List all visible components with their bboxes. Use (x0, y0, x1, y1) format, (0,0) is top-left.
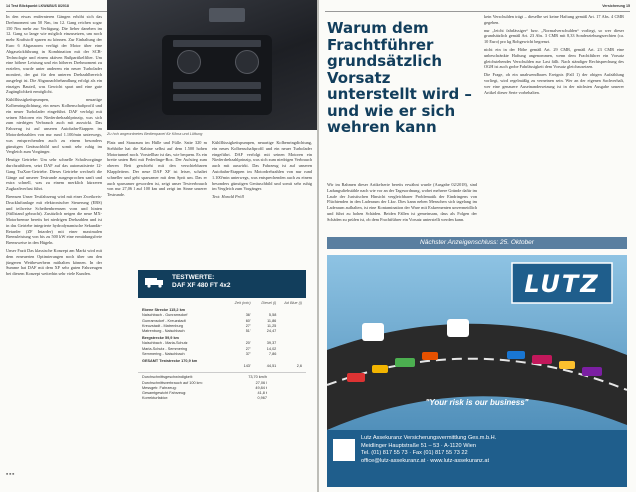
summary-value: 27,06 l (255, 380, 267, 385)
table-cell: Naischbach - Gunramsdorf (142, 313, 188, 318)
test-sections (142, 308, 302, 369)
bullet-paragraph: kein Verschulden trägt – dieselbe sei keine Haftung gemäß Art. 17 Abs. 4 CMR gegeben. (484, 14, 624, 25)
table-cell: 20' (245, 341, 251, 346)
table-header-row (142, 301, 302, 306)
control-panel (162, 35, 272, 115)
table-cell: 36' (245, 313, 251, 318)
table-cell: 44,51 (266, 364, 277, 369)
column-header: Zeit (min) (234, 301, 251, 305)
page-footer-icons: ■ ■ ■ (6, 472, 15, 476)
table-cell: Matrenburg - Naischbach (142, 329, 185, 334)
climate-knob-icon (235, 50, 259, 74)
table-cell: 11,86 (267, 318, 277, 323)
running-head: Versicherung 15 (602, 4, 630, 8)
table-cell: 51' (245, 329, 251, 334)
table-cell: 27' (245, 346, 251, 351)
summary-value: 73,70 km/h (248, 375, 267, 380)
paragraph: Platz und Stauraum im Hülle und Fülle. Satte 320 m Stehhöhe hat die Kabine selbst auf dem 1.500 hohen Motortunnel noch. Vorstellbar ist das, wie bequem. Es ein breite unten Bett mit Federlinge-Box. Der Aufstieg zum oberen Bett geschieht mit den verschiebbaren Klappleitern. Der neue DAF XF ist leiser, schaltet schneller und geht sparsamer mit dem Sprit um. Das er auch sparsamer geworden ist, zeigt unser Testverbrauch von nur 27,06 l auf 100 km und zeigt im Sinne unserer Testrunde. (107, 140, 207, 198)
table-cell: 60' (245, 318, 251, 323)
ad-phone: Tel. (01) 817 55 73 · Fax (01) 817 55 73 22 (361, 450, 468, 456)
summary-value: 49,84 t (255, 385, 267, 390)
summary-value: 0,967 (257, 396, 267, 401)
paragraph: Die Frage, ob ein unabwendbares Ereignis (Fall 1) der obigen Aufzählung vorliegt, wird regelmäßig zu verneinen sein. Wer an der eigenen Sachverhalt, wer eine genauere Auseinandersetzung ist in der nächsten Ausgabe unserer Artikel dieser Serie vorbehalten. (484, 72, 624, 95)
ad-address: Meidlinger Hauptstraße 51 – 53 · A-1120 Wien (361, 442, 476, 449)
paragraph: Bremsen Unser Testfahrzeug wird mit einer Zweikreis-Druckluftanlage mit elektronischer Steuerung (EBS) und teilweise Scheibenbremsen vorn und hinten (Stillstand gebracht). Zusätzlich neigen die neue MX-Motorbremse bereits bei niedrigen Drehzahlen und ist in das Getriebe integrierte hydrodynamische Sekundär-Retarder (ZF Intarder) mit einer maximalen Bremsleistung von bis zu 500 kW eine ermüdungsfreie Bremsweise in den Hügeln. (6, 193, 102, 246)
table-cell (276, 329, 302, 334)
article-column-3 (212, 140, 312, 230)
column-header: Ad Blue (l) (284, 301, 302, 305)
ad-company: Lutz Assekuranz Versicherungsvermittlung Ges.m.b.H. (361, 435, 497, 441)
button-row (173, 40, 261, 47)
lutz-advertisement (327, 255, 627, 487)
table-cell: Kreuzstadt - Matrenburg (142, 323, 183, 328)
test-results-title: TESTWERTE: (172, 274, 215, 281)
article-headline: Warum dem Frachtführer grundsätzlich Vorsatz unterstellt wird – und wie er sich wehren kann (327, 19, 472, 136)
photo-caption: Zu hoh angeordnetes Bedienpanel für Klima und Lüftung (107, 132, 203, 136)
test-summary (138, 372, 306, 403)
button-row (173, 94, 261, 101)
truck-insurance-icon (362, 323, 384, 341)
table-cell (276, 352, 302, 357)
table-section-heading: Ebene Strecke 115,2 km (142, 308, 186, 313)
running-head: 14 Test Blickpunkt LKW&BUS 8/2018 (6, 4, 69, 8)
article-column-right (484, 14, 624, 232)
table-cell (142, 364, 225, 369)
table-cell: 39,37 (266, 341, 277, 346)
table-cell: 7,86 (268, 351, 277, 356)
table-cell: 11,25 (267, 323, 277, 328)
paragraph: Unser Fazit Das klassische Konzept am Markt wird mit dem erneuerten Optimierungen noch über um den jüngeren Wettbewerbern mithalten können. In der Summe hat DAF mit dem XF sehr guten Fahrzeugen bei diesem Konzept weiterhin sehr viele Kunden. (6, 248, 102, 277)
paragraph: In den etwas entfernteren Gängen erhöht sich das Drehmoment um 50 Nm, im 12. Gang reichen sogar 150 Nm mehr zur Verfügung. Die lieber daneben im 12. Gang so lange wie möglich einzusetzen, um noch mehr Kraftstoff sparen zu können. Zur Einhaltung der Euro 6 Abgasnorm verfügt der Motor über eine Abgasrückführung in Kombination mit der SCR-Technologie und einem aktiven Rußpartikelfilter. Um eine höhere Leistung und ein höheres Drehmoment zu erzielen, wurde unter anderem ein neuer Turbolader montiert, der gut für den unteren Drehzahlbereich ausgelegt ist. Die Abgasnachbehandlung erfolgt als ein einziges Bauteil, was Gewicht spart und eine gute Zugänglichkeit ermöglicht. (6, 14, 102, 95)
svg-text:LUTZ: LUTZ (524, 270, 600, 298)
bullet-paragraph: nur „leicht fahrlässiger“ bzw. „Normalverschulden“ vorliegt, so wer dieser grundsätzlich gemäß Art. 23 Abs. 3 CMR mit 8,33 Sonderziehungsrechten (ca. 10 Euro) pro kg Rohgewicht begrenzt. (484, 27, 624, 45)
table-row (142, 329, 302, 334)
summary-label: Durchschnittsgeschwindigkeit: (142, 375, 193, 380)
ad-slogan: "Your risk is our business" (425, 398, 529, 407)
running-head-rule (325, 11, 630, 12)
test-results-box (138, 270, 306, 440)
paragraph: Heutige Getriebe: Um sehr schnelle Schaltvorgänge durchzuführen, setzt DAF auf das automatisierte 12-Gang TraXon-Getriebe. Dieses Getriebe wechselt die Gänge auf unserer Testrunde ausgesprochen sanft und extra schnell, was zu einem merklich kürzeren Zugkraftverlust führt. (6, 157, 102, 192)
display-screen (209, 8, 245, 22)
table-section-heading: GESAMT Teststrecke 170,9 km (142, 359, 198, 364)
table-cell: 143' (243, 364, 251, 369)
summary-value: 41,8 t (257, 391, 267, 396)
article-column-2 (107, 140, 207, 230)
ad-contact-block (361, 435, 621, 465)
button-row (173, 82, 261, 89)
summary-label: Korrekturfaktor: (142, 396, 169, 401)
article-intro: Wir im Rahmen dieser Artikelserie bereits erwähnt wurde (Ausgabe 02/2018), sind Ladungsdiebstähle nach wie vor an der Tagesordnung, wobei mehrere Gründe dafür im Laufe der Juristischen Hinsicht vergleichbarer Problematik der Eindringens von Flüchtenden in den Laderaum der Lkw. Dies kann neben Menschen sich tagelang im Laderaum aufhalten, ist eine Kontamination der Ware mit Exkrementen unvermeidlich und führt zu hohen Schäden. Beiden Fällen ist gemeinsam, dass als Folgen der Schäden zu prüfen ist, ob dem Frachtführer ein Vorsatz unterstellt werden kann. (327, 182, 477, 222)
test-results-table (138, 298, 306, 372)
table-cell: 27' (245, 323, 251, 328)
table-row (142, 364, 302, 369)
column-header: Diesel (l) (261, 301, 277, 305)
truck-cockpit-photo (107, 0, 317, 130)
table-cell: Semmering - Naischbach (142, 351, 185, 356)
bullet-paragraph: nicht ein in der Höhe gemäß Art. 29 CMR, gemäß Art. 23 CMR eine unbeschränkte Haftung angenommen, wenn dem Frachtführer ein Vorsatz gleichstehendes Verschulden zur Last fällt. Nach ständiger Rechtsprechung des OGH ist auch grobe Fahrlässigkeit dem Vorsatz gleichzusetzen. (484, 46, 624, 70)
table-section-heading: Bergstrecke 59,9 km (142, 336, 179, 341)
summary-label: Messgetr. Fahrzeug: (142, 385, 177, 390)
ad-web: office@lutz-assekuranz.at · www.lutz-assekuranz.at (361, 457, 490, 464)
table-cell: 24,47 (266, 329, 277, 334)
bus-insurance-icon (447, 319, 469, 337)
climate-knob-icon (177, 50, 201, 74)
author-credit: Text: Harald Pröll (212, 194, 244, 200)
test-results-header (138, 270, 306, 298)
table-cell: Gunramsdorf - Kreuzstadt (142, 318, 186, 323)
paragraph: Kühlflüssigkeitspumpen, neuartige Kolbenringdichtung, ein neues Kolbenschaftprofil und ein neuer Turbolader eingeführt. DAF verfolgt mit seinen Motoren ein Niederdrehzahlprinzip, was sich zum niedrigen Verbrauch auch mit auswirkt. Das Fahrzeug ist auf unseren Autobahn-Etappen im Motordrehzahlen von nur rund 1.100/min unterwegs, was entsprechenden auch zu einem besonders günstigen Geräuschbild und somit sehr ruhig im Vergleich zum Vorgänger. (6, 97, 102, 155)
summary-label: Durchschnittsverbrauch auf 100 km: (142, 380, 203, 385)
small-logo-icon (333, 439, 355, 461)
table-cell: 37' (245, 351, 251, 356)
table-cell: Naischbach - Maria-Schutz (142, 341, 188, 346)
summary-row (142, 396, 302, 401)
table-row (142, 352, 302, 357)
paragraph: Kühlflüssigkeitspumpen, neuartige Kolbenringdichtung, ein neues Kolbenschaftprofil und ein neuer Turbolader eingeführt. DAF verfolgt mit seinen Motoren ein Niederdrehzahlprinzip, was sich zum niedrigen Verbrauch auch mit auswirkt. Das Fahrzeug ist auf unseren Autobahn-Etappen im Motordrehzahlen von nur rund 1.100/min unterwegs, was entsprechenden auch zu einem besonders günstigen Geräuschbild und somit sehr ruhig im Vergleich zum Vorgänger. (212, 140, 312, 192)
summary-label: Gesamtgewicht Fahrzeug: (142, 391, 187, 396)
table-cell: 2,6 (296, 364, 302, 369)
table-cell: 14,02 (266, 346, 277, 351)
table-cell: 5,58 (268, 313, 277, 318)
truck-icon (145, 276, 165, 288)
table-cell: Maria-Schutz - Semmering (142, 346, 188, 351)
ad-deadline-bar: Nächster Anzeigenschluss: 25. Oktober (327, 237, 627, 249)
article-column-1 (6, 14, 102, 474)
test-results-vehicle: DAF XF 480 FT 4x2 (172, 282, 231, 289)
